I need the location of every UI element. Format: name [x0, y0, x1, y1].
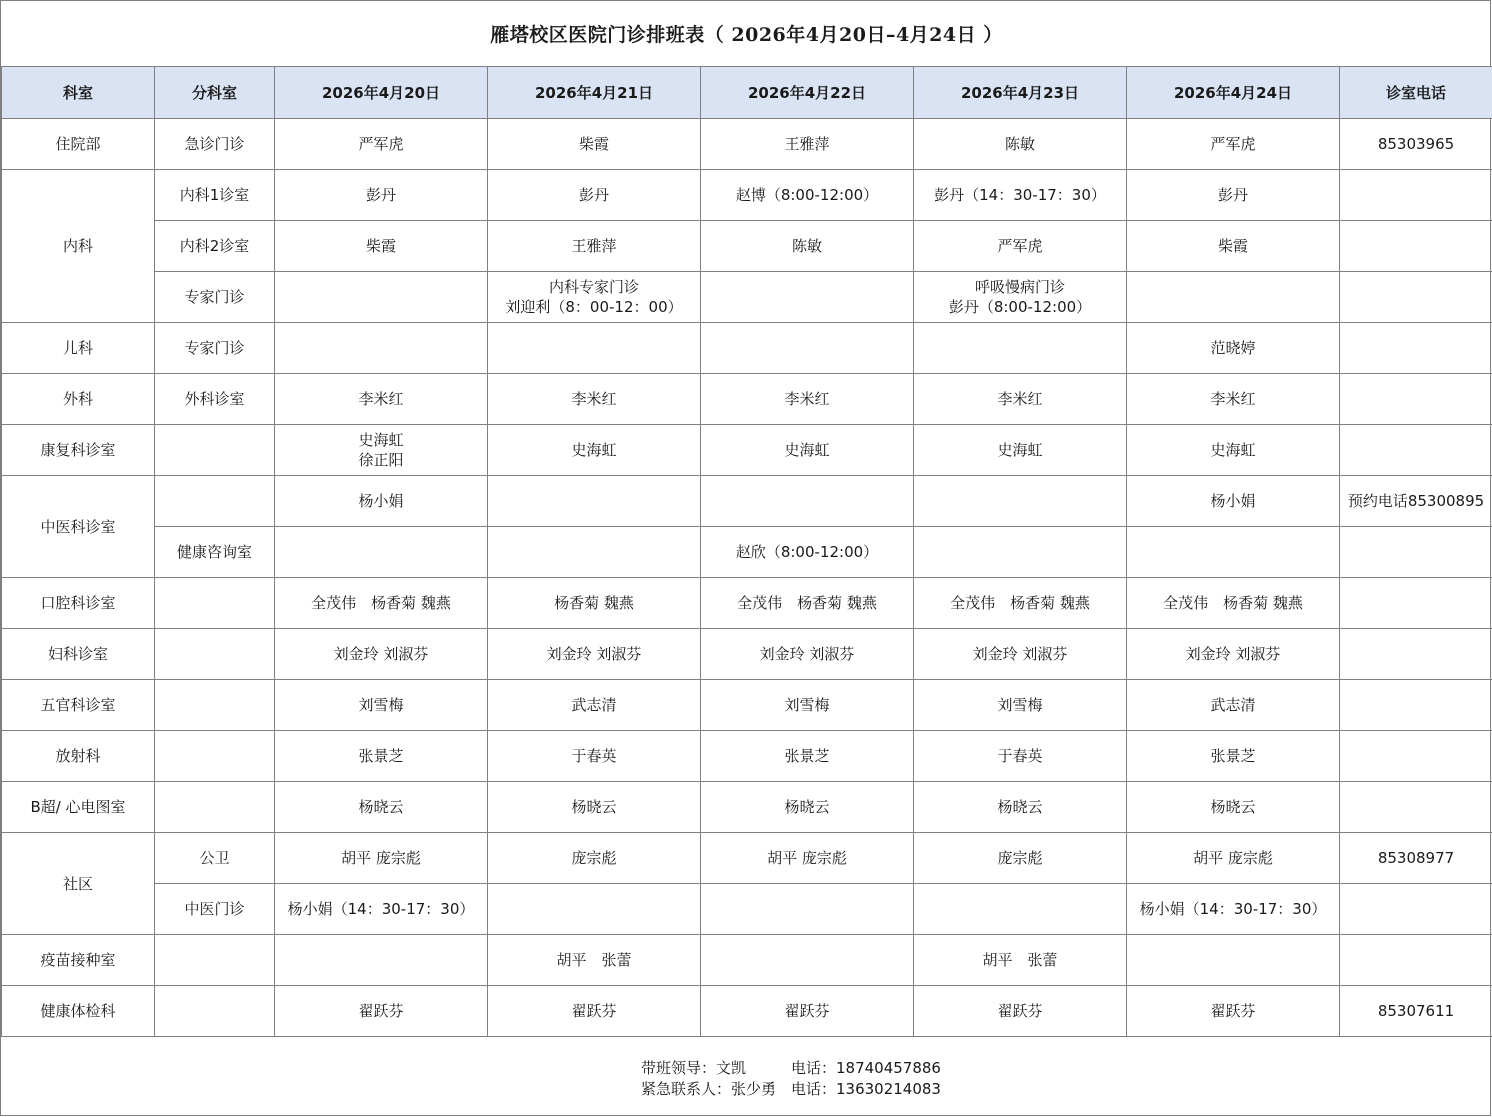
- schedule-cell: [701, 476, 914, 527]
- phone-cell: [1340, 425, 1492, 476]
- schedule-cell: 胡平 庞宗彪: [1127, 833, 1340, 884]
- subdept-cell: 专家门诊: [155, 272, 275, 323]
- subdept-cell: 公卫: [155, 833, 275, 884]
- schedule-cell: [914, 527, 1127, 578]
- schedule-cell: 彭丹（14：30-17：30）: [914, 170, 1127, 221]
- dept-cell: 外科: [2, 374, 155, 425]
- schedule-cell: [275, 935, 488, 986]
- phone-cell: 85307611: [1340, 986, 1492, 1037]
- schedule-cell: 张景芝: [1127, 731, 1340, 782]
- subdept-cell: 专家门诊: [155, 323, 275, 374]
- schedule-cell: 全茂伟 杨香菊 魏燕: [1127, 578, 1340, 629]
- schedule-cell: 柴霞: [275, 221, 488, 272]
- schedule-cell: 胡平 庞宗彪: [275, 833, 488, 884]
- phone-cell: [1340, 272, 1492, 323]
- schedule-cell: [488, 884, 701, 935]
- schedule-cell: 全茂伟 杨香菊 魏燕: [275, 578, 488, 629]
- schedule-cell: 胡平 张蕾: [488, 935, 701, 986]
- table-row: [2, 884, 1492, 935]
- subdept-cell: [155, 782, 275, 833]
- schedule-cell: 杨小娟: [1127, 476, 1340, 527]
- subdept-cell: [155, 578, 275, 629]
- table-row: [2, 374, 1492, 425]
- duty-leader-line: 带班领导：文凯 电话：18740457886: [641, 1059, 941, 1077]
- schedule-cell: 翟跃芬: [701, 986, 914, 1037]
- schedule-cell: 李米红: [914, 374, 1127, 425]
- table-row: [2, 527, 1492, 578]
- header-cell-subdept: 分科室: [155, 67, 275, 119]
- subdept-cell: [155, 629, 275, 680]
- schedule-cell: [914, 476, 1127, 527]
- phone-cell: [1340, 731, 1492, 782]
- schedule-cell: 翟跃芬: [1127, 986, 1340, 1037]
- schedule-cell: 彭丹: [275, 170, 488, 221]
- schedule-cell: 刘雪梅: [275, 680, 488, 731]
- schedule-cell: [1127, 935, 1340, 986]
- subdept-cell: 外科诊室: [155, 374, 275, 425]
- schedule-cell: 范晓婷: [1127, 323, 1340, 374]
- schedule-cell: 刘雪梅: [701, 680, 914, 731]
- schedule-cell: 胡平 张蕾: [914, 935, 1127, 986]
- phone-cell: [1340, 680, 1492, 731]
- table-row: [2, 833, 1492, 884]
- dept-cell: 口腔科诊室: [2, 578, 155, 629]
- schedule-cell: [914, 323, 1127, 374]
- phone-cell: [1340, 578, 1492, 629]
- phone-cell: 85303965: [1340, 119, 1492, 170]
- schedule-cell: [701, 935, 914, 986]
- footer-contacts: [1, 1036, 1492, 1117]
- phone-cell: [1340, 629, 1492, 680]
- schedule-cell: [488, 476, 701, 527]
- schedule-cell: 刘雪梅: [914, 680, 1127, 731]
- schedule-cell: 翟跃芬: [914, 986, 1127, 1037]
- dept-cell: 疫苗接种室: [2, 935, 155, 986]
- header-cell-phone: 诊室电话: [1340, 67, 1492, 119]
- schedule-cell: 武志清: [1127, 680, 1340, 731]
- header-cell-date-4: 2026年4月23日: [914, 67, 1127, 119]
- schedule-cell: 于春英: [488, 731, 701, 782]
- schedule-cell: 内科专家门诊 刘迎利（8：00-12：00）: [488, 272, 701, 323]
- table-row: [2, 782, 1492, 833]
- schedule-cell: 史海虹: [1127, 425, 1340, 476]
- header-cell-date-1: 2026年4月20日: [275, 67, 488, 119]
- table-row: [2, 680, 1492, 731]
- phone-cell: 预约电话85300895: [1340, 476, 1492, 527]
- schedule-cell: 刘金玲 刘淑芬: [701, 629, 914, 680]
- schedule-cell: 李米红: [701, 374, 914, 425]
- schedule-cell: 庞宗彪: [488, 833, 701, 884]
- subdept-cell: [155, 680, 275, 731]
- schedule-cell: 杨晓云: [914, 782, 1127, 833]
- schedule-cell: [701, 323, 914, 374]
- schedule-cell: [1127, 272, 1340, 323]
- schedule-cell: 史海虹: [914, 425, 1127, 476]
- table-row: [2, 119, 1492, 170]
- schedule-cell: 张景芝: [275, 731, 488, 782]
- dept-cell: 放射科: [2, 731, 155, 782]
- schedule-cell: 杨香菊 魏燕: [488, 578, 701, 629]
- table-row: [2, 425, 1492, 476]
- table-row: [2, 935, 1492, 986]
- schedule-cell: 柴霞: [488, 119, 701, 170]
- schedule-cell: [914, 884, 1127, 935]
- schedule-cell: [275, 272, 488, 323]
- dept-cell: 住院部: [2, 119, 155, 170]
- phone-cell: [1340, 170, 1492, 221]
- subdept-cell: 中医门诊: [155, 884, 275, 935]
- page-title: 雁塔校区医院门诊排班表（ 2026年4月20日–4月24日 ）: [490, 24, 1003, 46]
- schedule-cell: 翟跃芬: [488, 986, 701, 1037]
- schedule-cell: [701, 884, 914, 935]
- schedule-cell: 王雅萍: [488, 221, 701, 272]
- schedule-cell: 杨小娟: [275, 476, 488, 527]
- schedule-cell: 赵欣（8:00-12:00）: [701, 527, 914, 578]
- dept-cell: 康复科诊室: [2, 425, 155, 476]
- schedule-cell: 李米红: [275, 374, 488, 425]
- schedule-cell: 刘金玲 刘淑芬: [275, 629, 488, 680]
- header-cell-date-3: 2026年4月22日: [701, 67, 914, 119]
- schedule-cell: 陈敏: [701, 221, 914, 272]
- schedule-cell: 严军虎: [275, 119, 488, 170]
- table-row: [2, 170, 1492, 221]
- table-row: [2, 578, 1492, 629]
- schedule-cell: 彭丹: [488, 170, 701, 221]
- schedule-cell: 杨小娟（14：30-17：30）: [1127, 884, 1340, 935]
- schedule-cell: 杨晓云: [1127, 782, 1340, 833]
- dept-cell: 中医科诊室: [2, 476, 155, 578]
- phone-cell: 85308977: [1340, 833, 1492, 884]
- subdept-cell: [155, 731, 275, 782]
- schedule-cell: 杨小娟（14：30-17：30）: [275, 884, 488, 935]
- schedule-cell: 刘金玲 刘淑芬: [1127, 629, 1340, 680]
- schedule-cell: 刘金玲 刘淑芬: [914, 629, 1127, 680]
- header-cell-dept: 科室: [2, 67, 155, 119]
- schedule-cell: 李米红: [488, 374, 701, 425]
- table-row: [2, 323, 1492, 374]
- dept-cell: 妇科诊室: [2, 629, 155, 680]
- schedule-cell: [488, 527, 701, 578]
- header-row: [2, 67, 1492, 119]
- subdept-cell: 健康咨询室: [155, 527, 275, 578]
- schedule-cell: 史海虹: [488, 425, 701, 476]
- table-row: [2, 476, 1492, 527]
- schedule-table: [1, 66, 1492, 1037]
- schedule-cell: 严军虎: [914, 221, 1127, 272]
- schedule-cell: 胡平 庞宗彪: [701, 833, 914, 884]
- schedule-cell: 刘金玲 刘淑芬: [488, 629, 701, 680]
- schedule-cell: 柴霞: [1127, 221, 1340, 272]
- subdept-cell: 内科1诊室: [155, 170, 275, 221]
- schedule-cell: 全茂伟 杨香菊 魏燕: [914, 578, 1127, 629]
- schedule-cell: 全茂伟 杨香菊 魏燕: [701, 578, 914, 629]
- schedule-cell: 于春英: [914, 731, 1127, 782]
- subdept-cell: [155, 425, 275, 476]
- phone-cell: [1340, 221, 1492, 272]
- header-cell-date-5: 2026年4月24日: [1127, 67, 1340, 119]
- header-cell-date-2: 2026年4月21日: [488, 67, 701, 119]
- subdept-cell: [155, 986, 275, 1037]
- phone-cell: [1340, 782, 1492, 833]
- schedule-cell: [1127, 527, 1340, 578]
- dept-cell: 健康体检科: [2, 986, 155, 1037]
- phone-cell: [1340, 935, 1492, 986]
- table-row: [2, 272, 1492, 323]
- dept-cell: 社区: [2, 833, 155, 935]
- schedule-cell: [275, 527, 488, 578]
- phone-cell: [1340, 884, 1492, 935]
- schedule-cell: 史海虹: [701, 425, 914, 476]
- schedule-cell: 杨晓云: [488, 782, 701, 833]
- subdept-cell: 急诊门诊: [155, 119, 275, 170]
- schedule-cell: 张景芝: [701, 731, 914, 782]
- schedule-cell: 李米红: [1127, 374, 1340, 425]
- dept-cell: 内科: [2, 170, 155, 323]
- table-row: [2, 629, 1492, 680]
- schedule-cell: [275, 323, 488, 374]
- schedule-cell: 严军虎: [1127, 119, 1340, 170]
- schedule-cell: [488, 323, 701, 374]
- subdept-cell: 内科2诊室: [155, 221, 275, 272]
- dept-cell: 五官科诊室: [2, 680, 155, 731]
- schedule-cell: 陈敏: [914, 119, 1127, 170]
- schedule-cell: 杨晓云: [701, 782, 914, 833]
- schedule-cell: 王雅萍: [701, 119, 914, 170]
- table-row: [2, 986, 1492, 1037]
- schedule-cell: [701, 272, 914, 323]
- subdept-cell: [155, 476, 275, 527]
- dept-cell: B超/ 心电图室: [2, 782, 155, 833]
- phone-cell: [1340, 374, 1492, 425]
- subdept-cell: [155, 935, 275, 986]
- schedule-cell: 彭丹: [1127, 170, 1340, 221]
- emergency-contact-line: 紧急联系人：张少勇 电话：13630214083: [641, 1080, 941, 1098]
- table-row: [2, 731, 1492, 782]
- schedule-cell: 杨晓云: [275, 782, 488, 833]
- schedule-cell: 赵博（8:00-12:00）: [701, 170, 914, 221]
- phone-cell: [1340, 323, 1492, 374]
- dept-cell: 儿科: [2, 323, 155, 374]
- table-row: [2, 221, 1492, 272]
- schedule-cell: 呼吸慢病门诊 彭丹（8:00-12:00）: [914, 272, 1127, 323]
- schedule-cell: 翟跃芬: [275, 986, 488, 1037]
- phone-cell: [1340, 527, 1492, 578]
- schedule-cell: 史海虹 徐正阳: [275, 425, 488, 476]
- schedule-cell: 武志清: [488, 680, 701, 731]
- schedule-cell: 庞宗彪: [914, 833, 1127, 884]
